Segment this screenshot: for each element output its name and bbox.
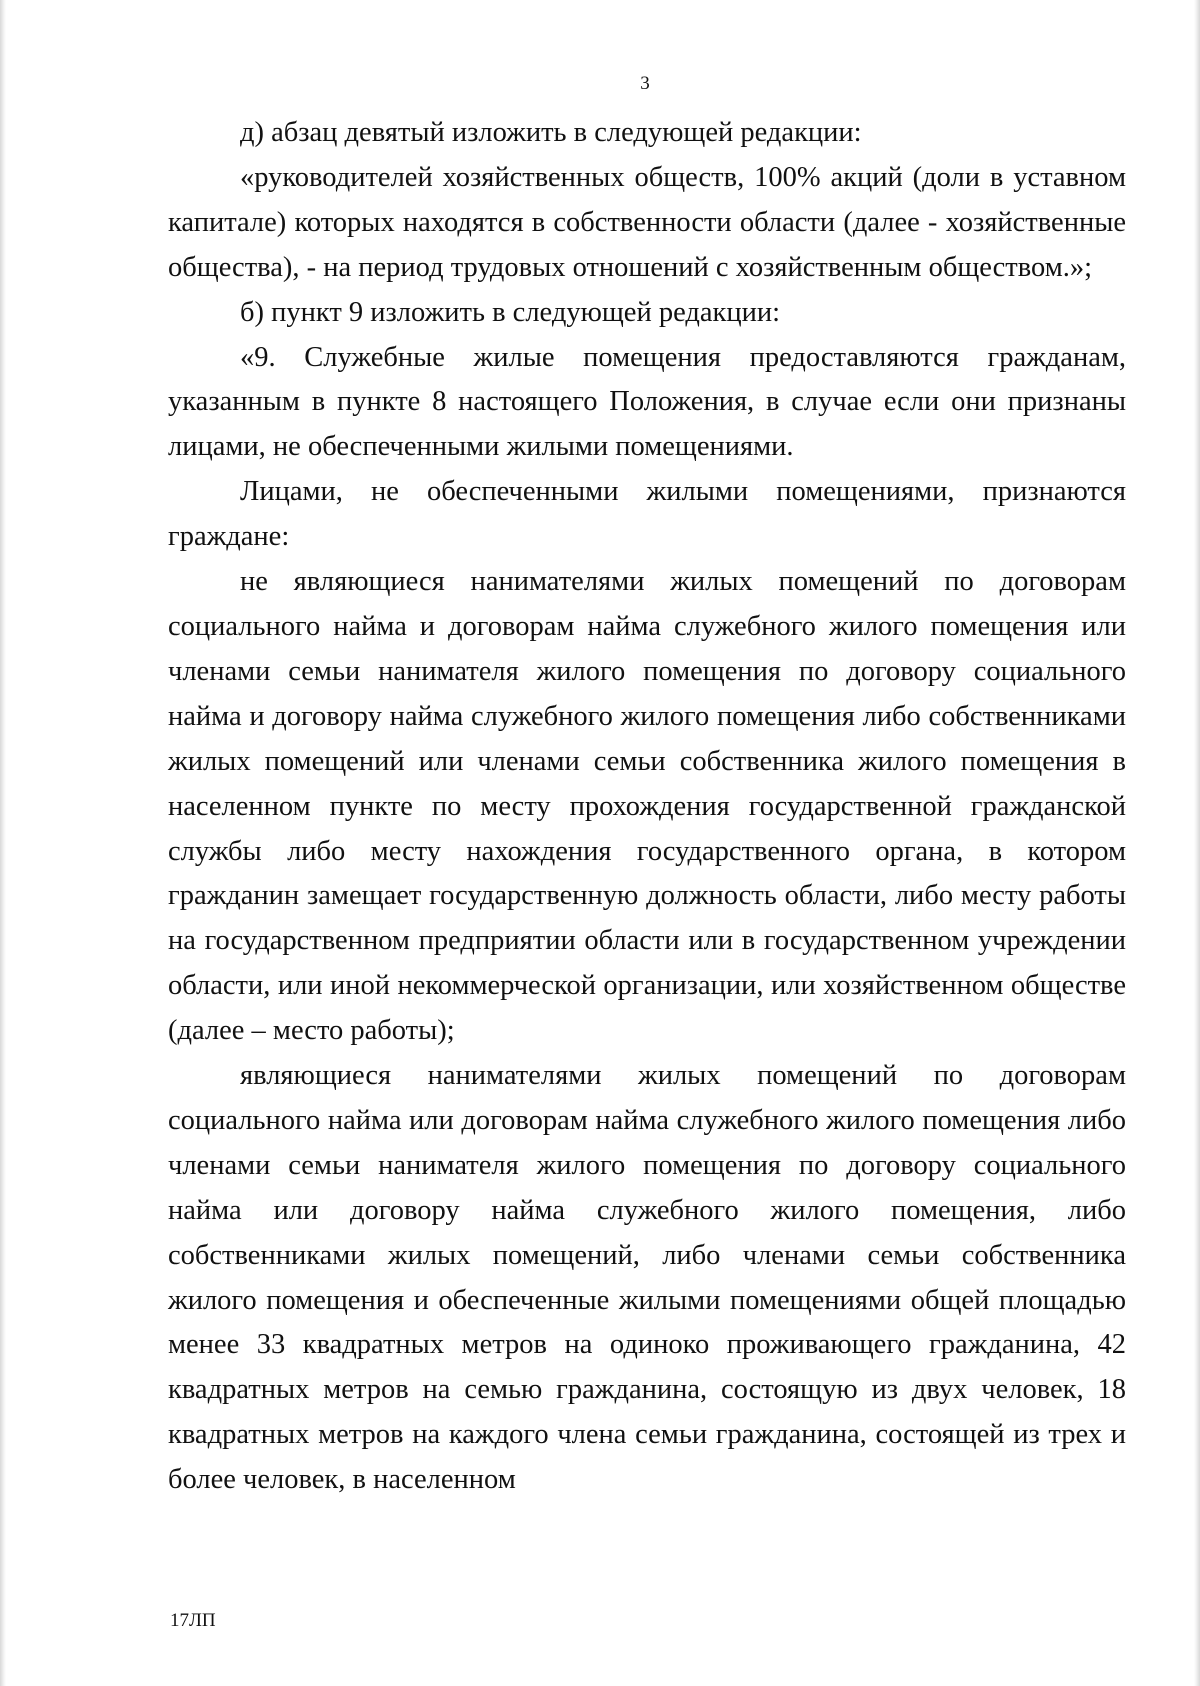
footer-document-code: 17ЛП [170, 1610, 216, 1631]
scan-edge-left [0, 0, 6, 1686]
paragraph-licami-ne-obespechennymi: Лицами, не обеспеченными жилыми помещениями, признаются граждане: [168, 476, 1126, 553]
paragraph-ne-yavlyayushchiesya: не являющиеся нанимателями жилых помещений по договорам социального найма и договорам найма служебного жилого помещения или членами семьи нанимателя жилого помещения по договору социального найма и договору найма служебного жилого помещения либо собственниками жилых помещений или членами семьи собственника жилого помещения в населенном пункте по месту прохождения государственной гражданской службы либо месту нахождения государственного органа, в котором гражданин замещает государственную должность области, либо месту работы на государственном предприятии области или в государственном учреждении области, или иной некоммерческой организации, или хозяйственном обществе (далее – место работы); [168, 566, 1126, 1047]
paragraph-abzac-devyatyi: д) абзац девятый изложить в следующей редакции: [240, 117, 862, 148]
scan-edge-right [1194, 0, 1200, 1686]
paragraph-sluzhebnye-pomeshcheniya: «9. Служебные жилые помещения предоставляются гражданам, указанным в пункте 8 настоящего Положения, в случае если они признаны лицами, не обеспеченными жилыми помещениями. [168, 341, 1126, 463]
page-number: 3 [640, 73, 650, 94]
paragraph-yavlyayushchiesya: являющиеся нанимателями жилых помещений по договорам социального найма или договорам найма служебного жилого помещения либо членами семьи нанимателя жилого помещения по договору социального найма или договору найма служебного жилого помещения, либо собственниками жилых помещений, либо членами семьи собственника жилого помещения и обеспеченные жилыми помещениями общей площадью менее 33 квадратных метров на одиноко проживающего гражданина, 42 квадратных метров на семью гражданина, состоящую из двух человек, 18 квадратных метров на каждого члена семьи гражданина, состоящей из трех и более человек, в населенном [168, 1060, 1126, 1496]
paragraph-punkt-9: б) пункт 9 изложить в следующей редакции: [240, 296, 781, 328]
document-body [168, 111, 1126, 1503]
paragraph-rukovoditelei: «руководителей хозяйственных обществ, 100% акций (доли в уставном капитале) которых находятся в собственности области (далее - хозяйственные общества), - на период трудовых отношений с хозяйственным обществом.»; [168, 161, 1126, 283]
